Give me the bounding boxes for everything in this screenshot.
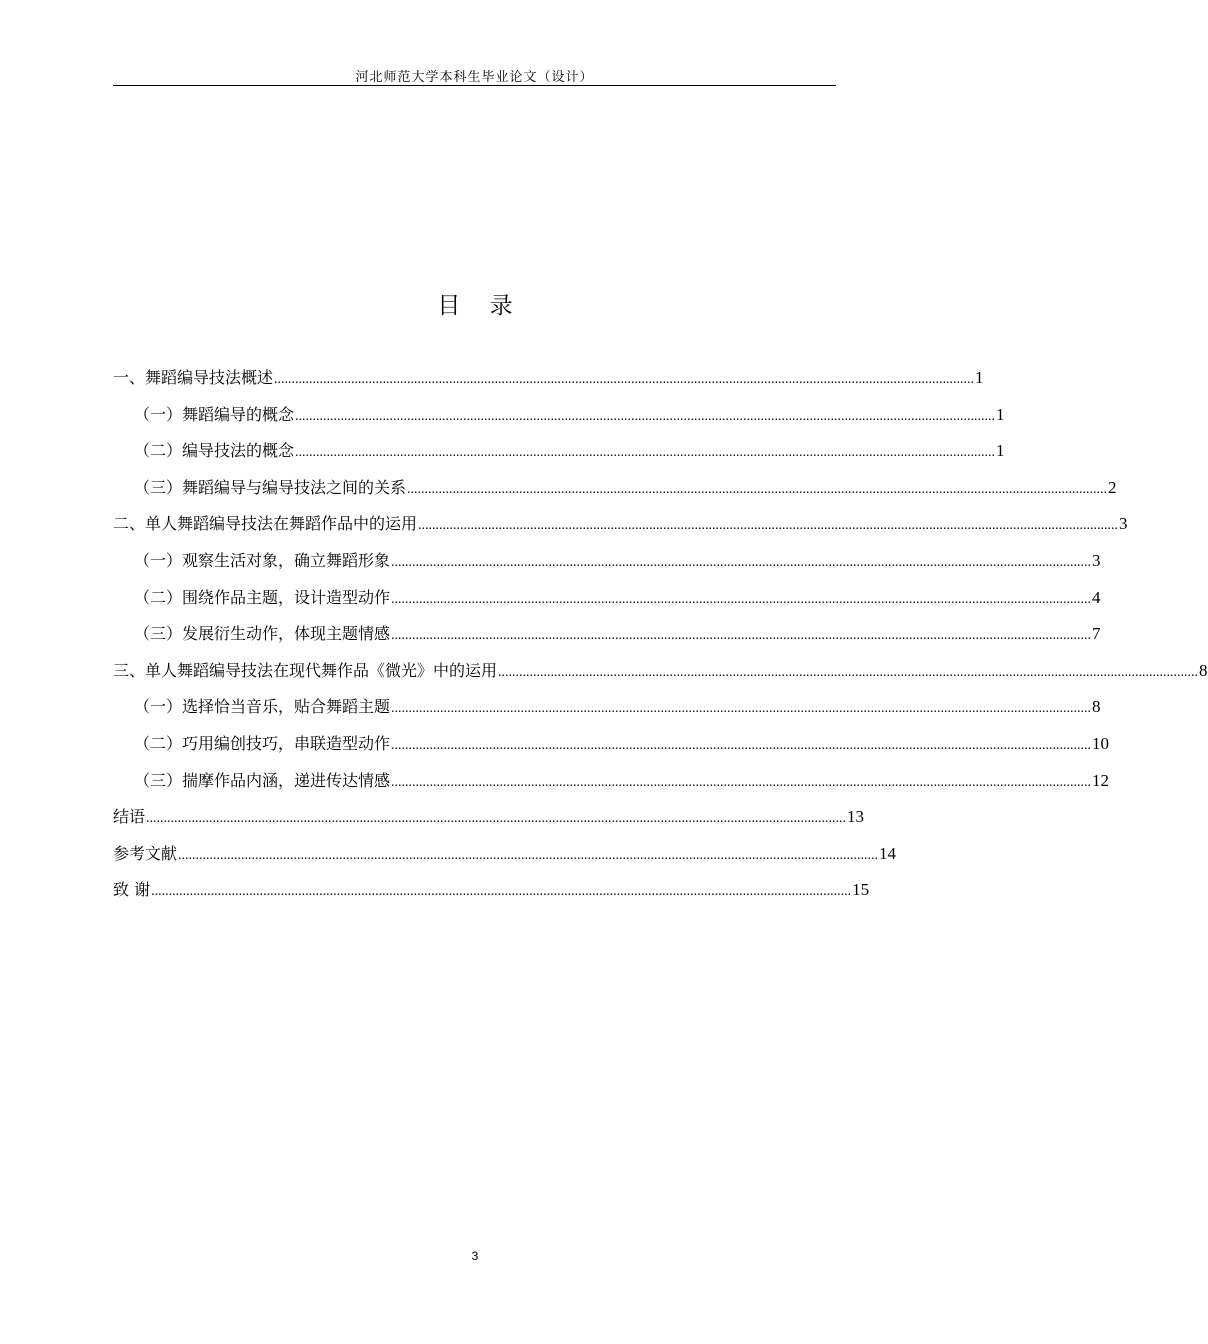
toc-entry-page: 8 <box>1199 660 1208 680</box>
toc-leader-dots: ........................................................................................................................................................................................................ <box>146 811 847 827</box>
toc-entry-label: 致 谢 <box>113 880 151 900</box>
toc-entry-page: 1 <box>975 368 984 387</box>
table-of-contents <box>113 366 1208 915</box>
toc-entry[interactable] <box>113 769 1110 806</box>
toc-leader-dots: ........................................................................................................................................................................................................ <box>295 445 996 461</box>
toc-entry-label: （二）围绕作品主题，设计造型动作 <box>134 587 391 607</box>
toc-title: 目 录 <box>437 293 513 319</box>
toc-entry-label: （一）舞蹈编导的概念 <box>134 404 295 424</box>
toc-leader-dots: ........................................................................................................................................................................................................ <box>391 554 1092 570</box>
toc-entry-page: 8 <box>1092 697 1101 717</box>
toc-entry-label: （二）编导技法的概念 <box>134 441 295 461</box>
toc-entry-label: 三、单人舞蹈编导技法在现代舞作品《微光》中的运用 <box>113 660 498 680</box>
toc-leader-dots: ........................................................................................................................................................................................................ <box>151 884 852 900</box>
toc-entry-page: 13 <box>847 807 865 827</box>
toc-entry-page: 7 <box>1092 624 1101 644</box>
toc-entry-page: 12 <box>1092 770 1110 790</box>
toc-entry-page: 1 <box>996 404 1005 424</box>
toc-entry[interactable] <box>113 366 984 403</box>
toc-entry[interactable] <box>113 805 865 842</box>
toc-leader-dots: ........................................................................................................................................................................................................ <box>391 774 1092 790</box>
toc-entry-label: （二）巧用编创技巧，串联造型动作 <box>134 733 391 753</box>
toc-entry[interactable] <box>113 549 1101 586</box>
toc-entry[interactable] <box>113 842 897 879</box>
toc-entry-page: 3 <box>1119 514 1128 534</box>
toc-entry[interactable] <box>113 732 1110 769</box>
toc-entry[interactable] <box>113 695 1101 732</box>
toc-entry[interactable] <box>113 878 870 915</box>
toc-entry-label: 参考文献 <box>113 843 178 863</box>
toc-entry-page: 2 <box>1108 477 1117 497</box>
toc-entry-label: （三）舞蹈编导与编导技法之间的关系 <box>134 477 407 497</box>
toc-entry[interactable] <box>113 403 1005 440</box>
toc-leader-dots: ........................................................................................................................................................................................................ <box>391 591 1092 607</box>
toc-leader-dots: ........................................................................................................................................................................................................ <box>391 701 1092 717</box>
toc-entry-page: 10 <box>1092 733 1110 753</box>
toc-entry-page: 15 <box>852 880 870 900</box>
running-header: 河北师范大学本科生毕业论文（设计） <box>355 70 594 85</box>
toc-entry-label: （三）揣摩作品内涵，递进传达情感 <box>134 770 391 790</box>
toc-entry-label: 一、舞蹈编导技法概述 <box>113 368 274 387</box>
toc-entry[interactable] <box>113 586 1101 623</box>
toc-entry[interactable] <box>113 622 1101 659</box>
toc-entry-label: （一）选择恰当音乐，贴合舞蹈主题 <box>134 697 391 717</box>
toc-entry-page: 1 <box>996 441 1005 461</box>
toc-entry[interactable] <box>113 512 1128 549</box>
toc-entry-page: 14 <box>879 843 897 863</box>
toc-leader-dots: ........................................................................................................................................................................................................ <box>498 664 1199 680</box>
toc-leader-dots: ........................................................................................................................................................................................................ <box>178 847 879 863</box>
toc-entry-label: 结语 <box>113 807 146 827</box>
toc-entry[interactable] <box>113 476 1117 513</box>
toc-entry[interactable] <box>113 659 1208 696</box>
toc-leader-dots: ........................................................................................................................................................................................................ <box>418 518 1119 534</box>
toc-leader-dots: ........................................................................................................................................................................................................ <box>391 737 1092 753</box>
page-number: 3 <box>471 1249 479 1263</box>
toc-leader-dots: ........................................................................................................................................................................................................ <box>407 481 1108 497</box>
toc-entry-page: 3 <box>1092 550 1101 570</box>
toc-leader-dots: ........................................................................................................................................................................................................ <box>295 408 996 424</box>
toc-entry-label: （三）发展衍生动作，体现主题情感 <box>134 624 391 644</box>
toc-leader-dots: ........................................................................................................................................................................................................ <box>391 628 1092 644</box>
toc-entry[interactable] <box>113 439 1005 476</box>
header-rule <box>113 85 836 86</box>
toc-entry-page: 4 <box>1092 587 1101 607</box>
toc-entry-label: （一）观察生活对象，确立舞蹈形象 <box>134 550 391 570</box>
toc-leader-dots: ........................................................................................................................................................................................................ <box>274 372 975 387</box>
toc-entry-label: 二、单人舞蹈编导技法在舞蹈作品中的运用 <box>113 514 418 534</box>
